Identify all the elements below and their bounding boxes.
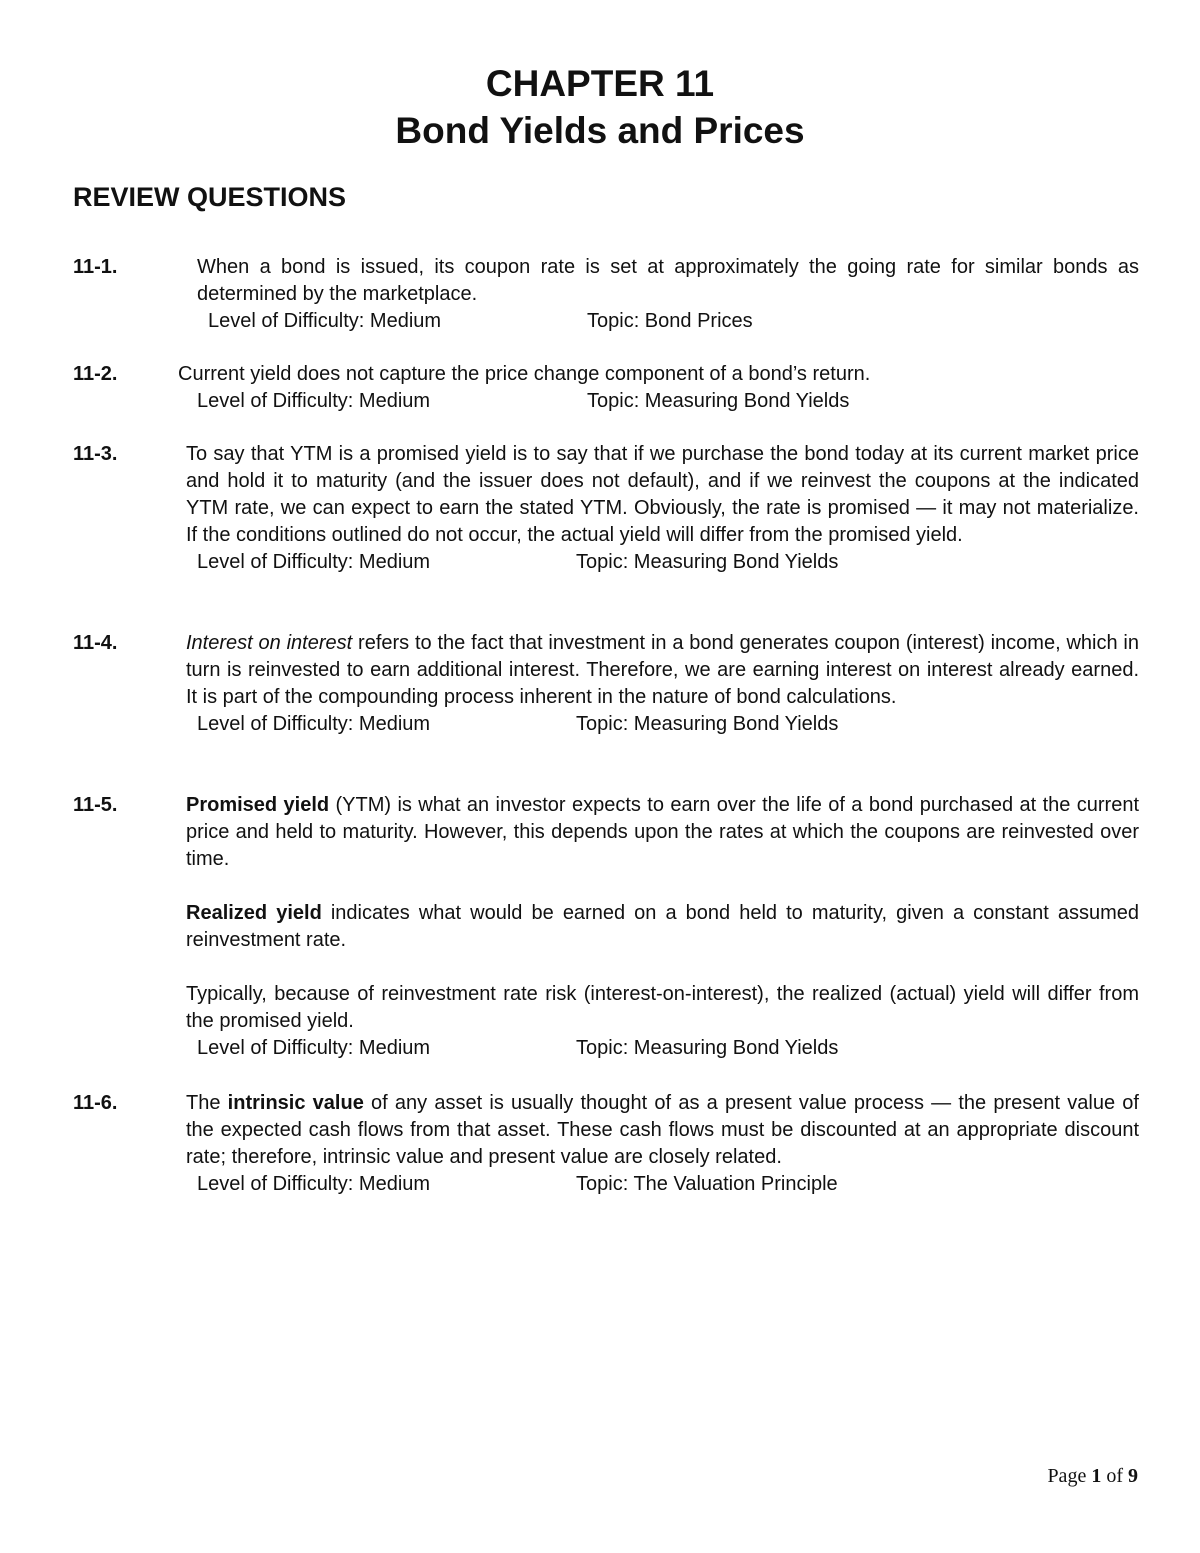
- answer-text: When a bond is issued, its coupon rate is set at approximately the going rate for similar bonds as determined by the marketplace.: [197, 256, 1139, 305]
- topic-label: Topic: The Valuation Principle: [576, 1173, 838, 1195]
- answer-text: indicates what would be earned on a bond held to maturity, given a constant assumed reinvestment rate.: [186, 902, 1139, 951]
- question-number: 11-6.: [73, 1092, 118, 1114]
- question-meta: [197, 308, 1139, 335]
- answer-text: Current yield does not capture the price change component of a bond’s return.: [178, 363, 871, 385]
- key-term: Promised yield: [186, 794, 330, 816]
- key-term: Realized yield: [186, 902, 322, 924]
- topic-label: Topic: Measuring Bond Yields: [576, 551, 839, 573]
- question-body: [186, 792, 1139, 1062]
- key-term: intrinsic value: [227, 1092, 364, 1114]
- difficulty-label: Level of Difficulty: Medium: [197, 1173, 431, 1195]
- question-number: 11-4.: [73, 632, 118, 654]
- question-body: [186, 1090, 1139, 1198]
- topic-label: Topic: Measuring Bond Yields: [576, 1037, 839, 1059]
- question-body: [197, 254, 1139, 335]
- question-body: [186, 441, 1139, 576]
- difficulty-label: Level of Difficulty: Medium: [197, 551, 431, 573]
- answer-paragraph-1: [186, 792, 1139, 873]
- difficulty-label: Level of Difficulty: Medium: [197, 713, 431, 735]
- of-word: of: [1101, 1465, 1128, 1487]
- question-meta: [186, 549, 1139, 576]
- page-number: 1: [1091, 1465, 1102, 1487]
- answer-paragraph-3: Typically, because of reinvestment rate risk (interest-on-interest), the realized (actual) yield will differ from the promised yield.: [186, 983, 1139, 1032]
- question-number: 11-2.: [73, 363, 118, 385]
- difficulty-label: Level of Difficulty: Medium: [197, 390, 431, 412]
- chapter-title: Bond Yields and Prices: [395, 110, 805, 151]
- answer-text: (YTM) is what an investor expects to earn over the life of a bond purchased at the current price and held to maturity. However, this depends upon the rates at which the coupons are reinvested over time.: [186, 794, 1140, 870]
- question-meta: [186, 711, 1139, 738]
- question-meta: [186, 1171, 1139, 1198]
- topic-label: Topic: Measuring Bond Yields: [576, 713, 839, 735]
- key-term: Interest on interest: [186, 632, 353, 654]
- page-footer: [1047, 1464, 1138, 1488]
- question-meta: [178, 388, 1139, 415]
- difficulty-label: Level of Difficulty: Medium: [197, 1037, 431, 1059]
- question-number: 11-1.: [73, 256, 118, 278]
- answer-text-rest: refers to the fact that investment in a bond generates coupon (interest) income, which in turn is reinvested to earn additional interest. Therefore, we are earning interest on interest already earned. It is part of the compounding process inherent in the nature of bond calculations.: [186, 632, 1139, 708]
- difficulty-label: Level of Difficulty: Medium: [208, 310, 442, 332]
- section-heading: REVIEW QUESTIONS: [73, 182, 347, 212]
- answer-text: [186, 630, 1139, 711]
- question-body: [178, 361, 1139, 415]
- answer-text: To say that YTM is a promised yield is to say that if we purchase the bond today at its current market price and hold it to maturity (and the issuer does not default), and if we reinvest the coupons at the indicated YTM rate, we can expect to earn the stated YTM. Obviously, the rate is promised — it may not materialize. If the conditions outlined do not occur, the actual yield will differ from the promised yield.: [186, 443, 1139, 546]
- topic-label: Topic: Measuring Bond Yields: [587, 390, 850, 412]
- question-number: 11-3.: [73, 443, 118, 465]
- page-word: Page: [1047, 1465, 1092, 1487]
- answer-text-rest: of any asset is usually thought of as a present value process — the present value of the expected cash flows from that asset. These cash flows must be discounted at an appropriate discount rate; therefore, intrinsic value and present value are closely related.: [186, 1092, 1139, 1168]
- chapter-number: CHAPTER 11: [485, 63, 715, 104]
- answer-paragraph-2: [186, 900, 1139, 954]
- question-meta: [186, 1035, 1139, 1062]
- question-body: [186, 630, 1139, 738]
- topic-label: Topic: Bond Prices: [587, 310, 753, 332]
- page-total: 9: [1128, 1465, 1138, 1487]
- answer-text-pre: The: [186, 1092, 228, 1114]
- question-number: 11-5.: [73, 794, 118, 816]
- answer-text: [186, 1090, 1139, 1171]
